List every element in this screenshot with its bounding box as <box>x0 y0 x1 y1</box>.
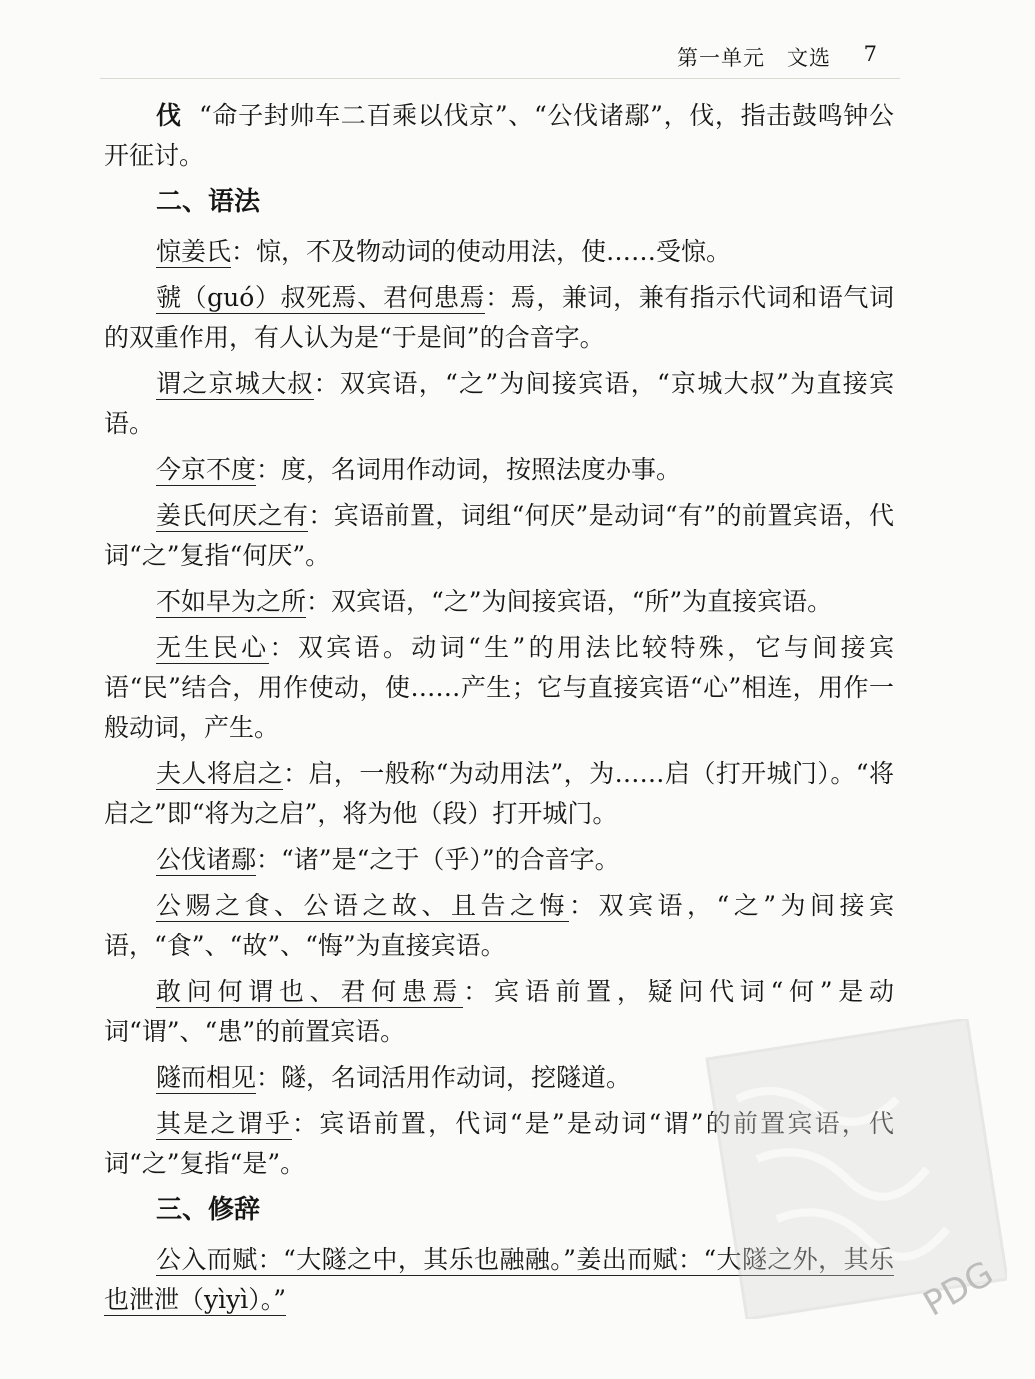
definition: ：宾语前置，疑问代词“何”是动词“谓”、“患”的前置宾语。 <box>104 977 894 1046</box>
header-subtitle: 文选 <box>787 46 831 70</box>
para-grammar-5 <box>104 496 894 576</box>
definition: ：惊，不及物动词的使动用法，使……受惊。 <box>231 237 732 266</box>
para-fa <box>104 96 894 176</box>
term: 公入而赋：“大隧之中，其乐也融融。”姜出而赋：“大隧之外，其乐也泄泄（yìyì）。” <box>104 1245 894 1314</box>
para-grammar-10 <box>104 886 894 966</box>
term: 公赐之食、公语之故、且告之悔 <box>156 891 569 920</box>
term: 不如早为之所 <box>156 587 307 616</box>
term: 隧而相见 <box>156 1063 257 1092</box>
para-grammar-13 <box>104 1104 894 1184</box>
running-header <box>677 42 875 72</box>
para-grammar-12 <box>104 1058 894 1098</box>
para-grammar-2 <box>104 278 894 358</box>
section-heading-grammar: 二、语法 <box>156 187 261 217</box>
definition: ：“诸”是“之于（乎）”的合音字。 <box>256 845 620 874</box>
term: 姜氏何厌之有 <box>156 501 309 530</box>
definition: ：度，名词用作动词，按照法度办事。 <box>256 455 682 484</box>
definition: ：宾语前置，词组“何厌”是动词“有”的前置宾语，代词“之”复指“何厌”。 <box>104 501 894 570</box>
watermark-label: PDG <box>916 1253 1001 1325</box>
para-grammar-7 <box>104 628 894 748</box>
page-body <box>104 96 894 1326</box>
term: 敢问何谓也、君何患焉 <box>156 977 464 1006</box>
definition: ：隧，名词活用作动词，挖隧道。 <box>256 1063 632 1092</box>
section-heading-rhetoric: 三、修辞 <box>156 1195 261 1225</box>
term: 公伐诸鄢 <box>156 845 257 874</box>
term: 今京不度 <box>156 455 257 484</box>
para-grammar-11 <box>104 972 894 1052</box>
para-rhetoric-1 <box>104 1240 894 1320</box>
term: 无生民心 <box>156 633 270 662</box>
header-rule <box>100 78 900 79</box>
para-grammar-1 <box>104 232 894 272</box>
header-section: 第一单元 <box>677 46 765 70</box>
definition: ：双宾语，“之”为间接宾语，“所”为直接宾语。 <box>306 587 833 616</box>
term: 夫人将启之 <box>156 759 284 788</box>
definition: ：双宾语，“之”为间接宾语，“京城大叔”为直接宾语。 <box>104 369 894 438</box>
definition: ：焉，兼词，兼有指示代词和语气词的双重作用，有人认为是“于是间”的合音字。 <box>104 283 894 352</box>
definition: ：双宾语，“之”为间接宾语，“食”、“故”、“悔”为直接宾语。 <box>104 891 894 960</box>
para-grammar-3 <box>104 364 894 444</box>
term: 虢（guó）叔死焉、君何患焉 <box>156 283 486 312</box>
definition: “命子封帅车二百乘以伐京”、“公伐诸鄢”，伐，指击鼓鸣钟公开征讨。 <box>104 101 894 170</box>
definition: ：双宾语。动词“生”的用法比较特殊，它与间接宾语“民”结合，用作使动，使……产生；它与直接宾语“心”相连，用作一般动词，产生。 <box>104 633 894 742</box>
term: 惊姜氏 <box>156 237 232 266</box>
para-grammar-6 <box>104 582 894 622</box>
para-grammar-8 <box>104 754 894 834</box>
definition: ：宾语前置，代词“是”是动词“谓”的前置宾语，代词“之”复指“是”。 <box>104 1109 894 1178</box>
term: 伐 <box>156 101 182 130</box>
page-number: 7 <box>863 42 877 66</box>
para-grammar-9 <box>104 840 894 880</box>
definition: ：启，一般称“为动用法”，为……启（打开城门）。“将启之”即“将为之启”，将为他（段）打开城门。 <box>104 759 894 828</box>
term: 谓之京城大叔 <box>156 369 314 398</box>
term: 其是之谓乎 <box>156 1109 293 1138</box>
para-grammar-4 <box>104 450 894 490</box>
